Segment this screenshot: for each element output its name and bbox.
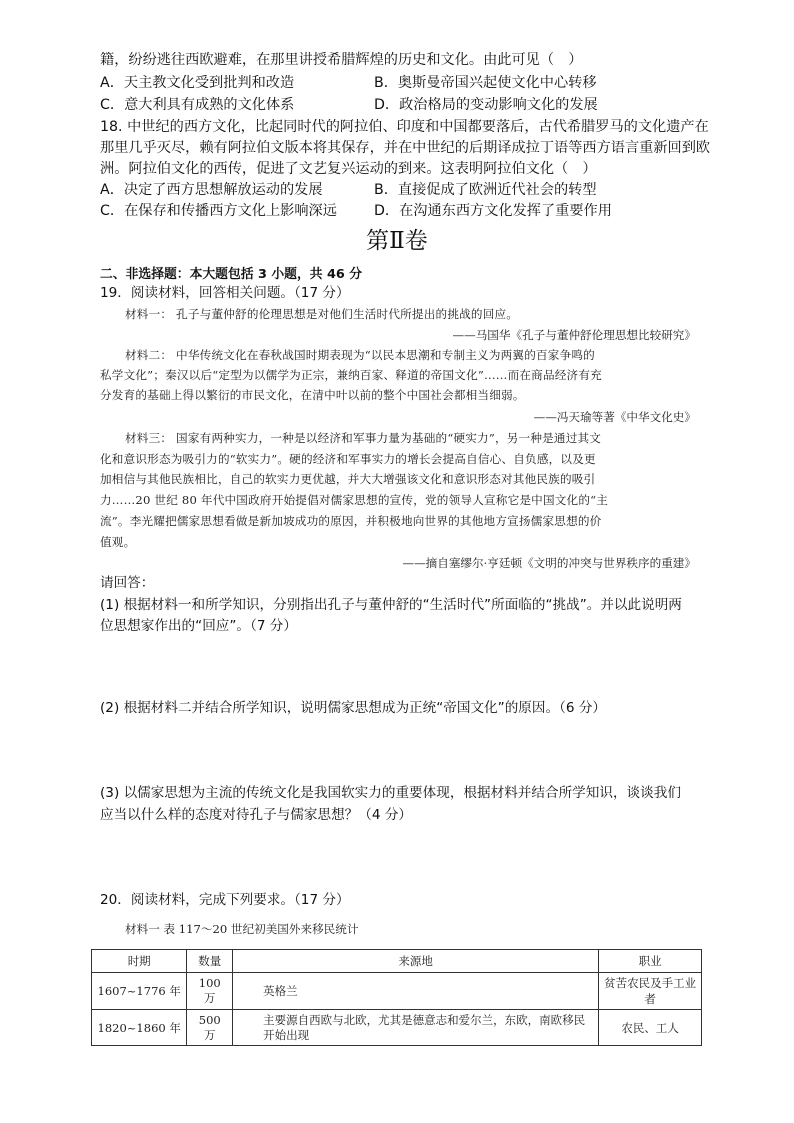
q18-option-a: A．决定了西方思想解放运动的发展: [100, 182, 323, 198]
q17-option-c: C．意大利具有成熟的文化体系: [100, 97, 295, 113]
q19-material1-text: 材料一： 孔子与董仲舒的伦理思想是对他们生活时代所提出的挑战的回应。: [125, 307, 519, 321]
q19-material2-source: ——冯天瑜等著《中华文化史》: [533, 410, 696, 424]
table-header-row: [92, 950, 702, 973]
section-header: 二、非选择题：本大题包括 3 小题，共 46 分: [100, 267, 363, 282]
q19-material3-line: 值观。: [100, 535, 136, 549]
q19-sub1-line: (1) 根据材料一和所学知识，分别指出孔子与董仲舒的“生活时代”所面临的“挑战”。并以此说明两: [100, 597, 682, 613]
q19-material3-line: 材料三： 国家有两种实力，一种是以经济和军事力量为基础的“硬实力”，另一种是通过其文: [125, 431, 602, 445]
q19-ask: 请回答：: [100, 575, 155, 591]
q19-material3-line: 力……20 世纪 80 年代中国政府开始提倡对儒家思想的宣传，党的领导人宣称它是中国文化的“主: [100, 493, 609, 507]
q17-option-d: D．政治格局的变动影响文化的发展: [374, 97, 598, 113]
q18-option-d: D．在沟通东西方文化发挥了重要作用: [374, 203, 612, 219]
q19-sub3-line: 应当以什么样的态度对待孔子与儒家思想？（4 分）: [100, 807, 413, 823]
q19-material2-line: 私学文化”；秦汉以后“定型为以儒学为正宗，兼纳百家、释道的帝国文化”……而在商品经济有充: [100, 368, 602, 382]
volume-title: 第Ⅱ卷: [366, 228, 428, 254]
q19-sub2: (2) 根据材料二并结合所学知识，说明儒家思想成为正统“帝国文化”的原因。（6 分）: [100, 700, 607, 716]
q19-material2-line: 分发育的基础上得以繁衍的市民文化，在清中叶以前的整个中国社会都相当细弱。: [100, 388, 525, 402]
immigration-table: [91, 949, 702, 1046]
q18-stem-line: 洲。阿拉伯文化的西传，促进了文艺复兴运动的到来。这表明阿拉伯文化（ ）: [100, 161, 597, 177]
q19-material2-line: 材料二： 中华传统文化在春秋战国时期表现为“以民本思潮和专制主义为两翼的百家争鸣的: [125, 348, 595, 362]
q19-material1-source: ——马国华《孔子与董仲舒伦理思想比较研究》: [452, 328, 696, 342]
table-cell-source: 主要源自西欧与北欧，尤其是德意志和爱尔兰，东欧，南欧移民开始出现: [233, 1010, 599, 1046]
q18-option-b: B．直接促成了欧洲近代社会的转型: [374, 182, 597, 198]
table-cell-period: 1607~1776 年: [92, 973, 187, 1010]
q17-option-a: A．天主教文化受到批判和改造: [100, 75, 295, 91]
q20-table-caption: 材料一 表 117～20 世纪初美国外来移民统计: [125, 922, 359, 936]
table-row: [92, 973, 702, 1010]
table-header: 职业: [599, 950, 702, 973]
q18-option-c: C．在保存和传播西方文化上影响深远: [100, 203, 337, 219]
q18-stem-line: 那里几乎灭尽，赖有阿拉伯文版本将其保存，并在中世纪的后期译成拉丁语等西方语言重新回到欧: [100, 140, 711, 156]
table-header: 数量: [187, 950, 233, 973]
q19-material3-line: 加相信与其他民族相比，自己的软实力更优越，并大大增强该文化和意识形态对其他民族的吸引: [100, 472, 596, 486]
table-header: 时期: [92, 950, 187, 973]
table-cell-number: 100 万: [187, 973, 233, 1010]
table-cell-number: 500 万: [187, 1010, 233, 1046]
table-header: 来源地: [233, 950, 599, 973]
table-cell-occupation: 农民、工人: [599, 1010, 702, 1046]
q20-intro: 20．阅读材料，完成下列要求。（17 分）: [100, 892, 350, 908]
table-row: [92, 1010, 702, 1046]
q19-material3-line: 流”。李光耀把儒家思想看做是新加坡成功的原因，并积极地向世界的其他地方宣扬儒家思想的价: [100, 514, 602, 528]
q18-stem-line: 18. 中世纪的西方文化，比起同时代的阿拉伯、印度和中国都要落后，古代希腊罗马的文化遗产在: [100, 119, 709, 135]
table-cell-source: 英格兰: [233, 973, 599, 1010]
q19-material3-source: ——摘自塞缪尔·亨廷顿《文明的冲突与世界秩序的重建》: [402, 556, 696, 570]
q19-material3-line: 化和意识形态为吸引力的“软实力”。硬的经济和军事实力的增长会提高自信心、自负感，以及更: [100, 452, 596, 466]
q17-option-b: B．奥斯曼帝国兴起使文化中心转移: [374, 75, 597, 91]
q19-intro: 19．阅读材料，回答相关问题。（17 分）: [100, 285, 350, 301]
q19-sub3-line: (3) 以儒家思想为主流的传统文化是我国软实力的重要体现，根据材料并结合所学知识，谈谈我们: [100, 785, 681, 801]
q19-sub1-line: 位思想家作出的“回应”。（7 分）: [100, 618, 297, 634]
q17-stem: 籍，纷纷逃往西欧避难，在那里讲授希腊辉煌的历史和文化。由此可见（ ）: [100, 52, 583, 68]
table-cell-occupation: 贫苦农民及手工业者: [599, 973, 702, 1010]
table-cell-period: 1820~1860 年: [92, 1010, 187, 1046]
